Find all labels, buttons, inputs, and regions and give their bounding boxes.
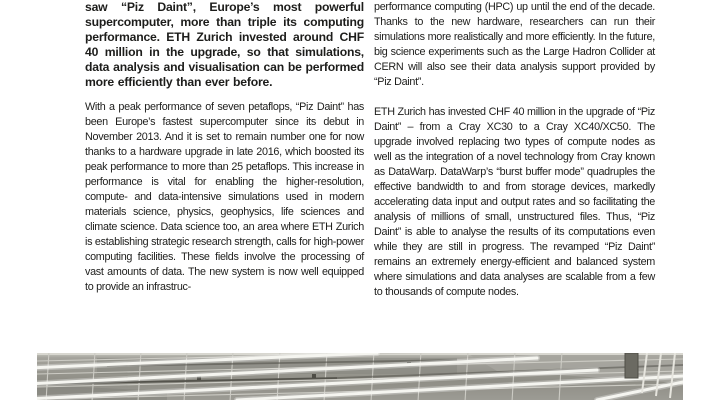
left-column — [85, 0, 364, 295]
right-body-paragraph-2: ETH Zurich has invested CHF 40 million in the upgrade of “Piz Daint” – from a Cray XC30 to a Cray XC40/XC50. The upgrade involved replacing two types of compute nodes as well as the integration of a novel technology from Cray known as DataWarp. DataWarp’s “burst buffer mode” quadruples the effective bandwidth to and from storage devices, markedly accelerating data input and output rates and so facilitating the analysis of millions of small, unstructured files. Thus, “Piz Daint” is able to analyse the results of its computations even while they are still in progress. The revamped “Piz Daint” remains an extremely energy-efficient and balanced system where simulations and data analyses are scalable from a few to thousands of compute nodes. — [374, 106, 655, 298]
right-body-paragraph-1: performance computing (HPC) up until the end of the decade. Thanks to the new hardware, researchers can run their simulations more realistically and more efficiently. In the future, big science experiments such as the Large Hadron Collider at CERN will also see their data analysis support provided by “Piz Daint”. — [374, 1, 655, 88]
lead-paragraph: saw “Piz Daint”, Europe’s most powerful supercomputer, more than triple its computing performance. ETH Zurich invested around CHF 40 million in the upgrade, so that simulations, data analysis and visualisation can be performed more efficiently than ever before. — [85, 0, 364, 89]
machine-room-photo-graphic — [37, 353, 683, 400]
right-column — [374, 0, 655, 300]
left-body-paragraph: With a peak performance of seven petaflops, “Piz Daint” has been Europe’s fastest supercomputer since its debut in November 2013. And it is set to remain number one for now thanks to a hardware upgrade in late 2016, which boosted its peak performance to more than 25 petaflops. This increase in performance is vital for enabling the higher-resolution, compute- and data-intensive simulations used in modern materials science, physics, geophysics, life sciences and climate science. Data science too, an area where ETH Zurich is establishing strategic research strength, calls for high-power computing facilities. These fields involve the processing of vast amounts of data. The new system is now well equipped to provide an infrastruc- — [85, 101, 364, 293]
machine-room-photo — [37, 353, 683, 400]
